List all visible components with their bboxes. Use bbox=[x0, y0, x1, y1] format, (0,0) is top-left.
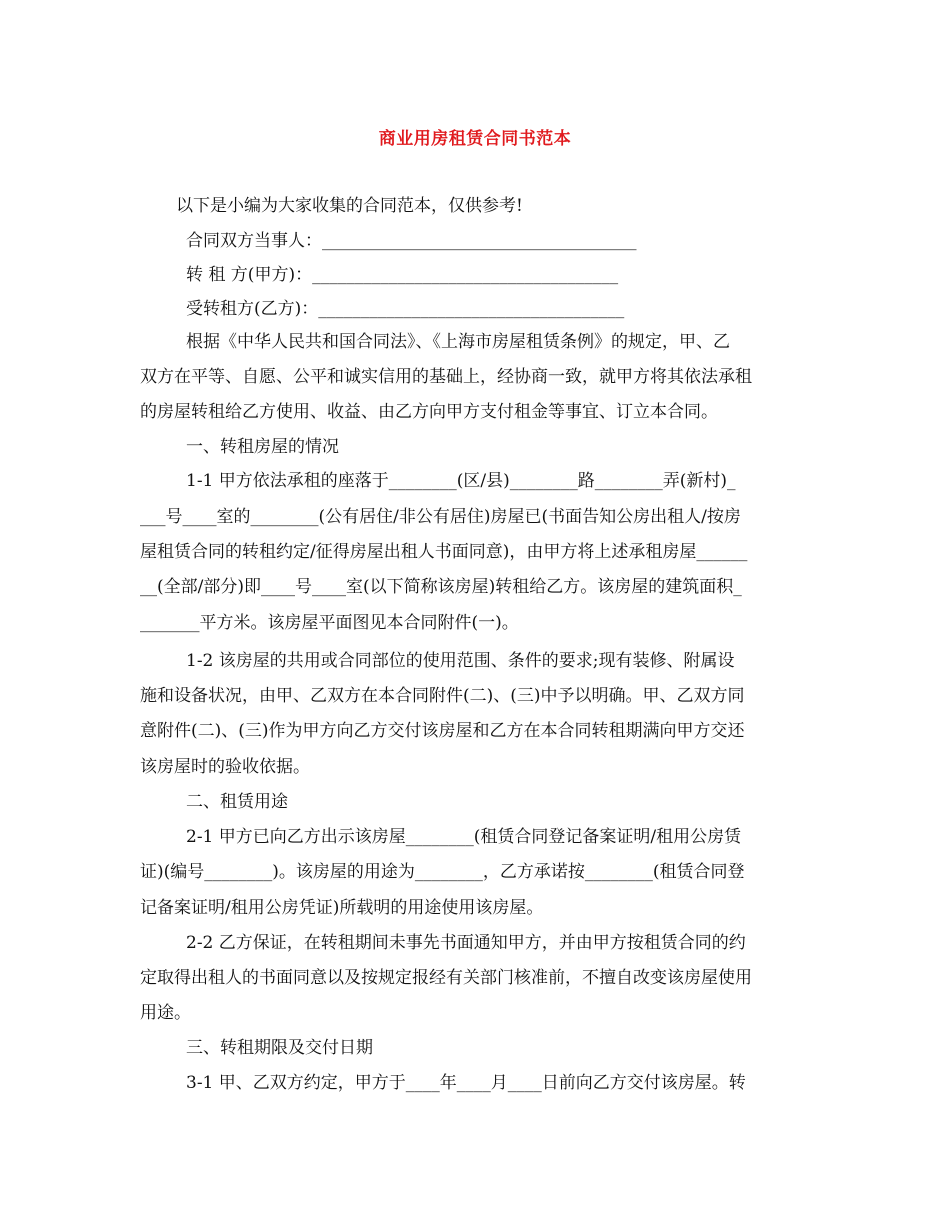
clause-line: 定取得出租人的书面同意以及按规定报经有关部门核准前，不擅自改变该房屋使用 bbox=[140, 968, 752, 988]
parties-line: 合同双方当事人：_____________________________________ bbox=[186, 231, 637, 251]
clause-line: 3-1 甲、乙双方约定，甲方于____年____月____日前向乙方交付该房屋。转 bbox=[186, 1073, 746, 1093]
intro-line: 以下是小编为大家收集的合同范本，仅供参考! bbox=[176, 196, 523, 216]
party-a-line: 转 租 方(甲方)：____________________________________ bbox=[186, 265, 619, 285]
clause-line: 1-2 该房屋的共用或合同部位的使用范围、条件的要求;现有装修、附属设 bbox=[186, 651, 735, 671]
clause-line: 2-2 乙方保证，在转租期间未事先书面通知甲方，并由甲方按租赁合同的约 bbox=[186, 933, 746, 953]
clause-line: 记备案证明/租用公房凭证)所载明的用途使用该房屋。 bbox=[140, 898, 544, 918]
clause-line: ___号____室的________(公有居住/非公有居住)房屋已(书面告知公房出租人/按房 bbox=[140, 507, 741, 527]
paragraph-line: 根据《中华人民共和国合同法》、《上海市房屋租赁条例》的规定，甲、乙 bbox=[186, 332, 730, 352]
document-title: 商业用房租赁合同书范本 bbox=[378, 129, 572, 149]
clause-line: 施和设备状况，由甲、乙双方在本合同附件(二)、(三)中予以明确。甲、乙双方同 bbox=[140, 686, 745, 706]
section-heading: 二、租赁用途 bbox=[186, 792, 288, 812]
party-b-line: 受转租方(乙方)：____________________________________ bbox=[186, 299, 625, 319]
clause-line: 证)(编号________)。该房屋的用途为________，乙方承诺按________(租赁合同登 bbox=[140, 862, 745, 882]
clause-line: 1-1 甲方依法承租的座落于________(区/县)________路________弄(新村)_ bbox=[186, 471, 736, 491]
section-heading: 三、转租期限及交付日期 bbox=[186, 1038, 373, 1058]
clause-line: __(全部/部分)即____号____室(以下简称该房屋)转租给乙方。该房屋的建筑面积_ bbox=[140, 577, 742, 597]
clause-line: 屋租赁合同的转租约定/征得房屋出租人书面同意)，由甲方将上述承租房屋______ bbox=[140, 542, 748, 562]
clause-line: 意附件(二)、(三)作为甲方向乙方交付该房屋和乙方在本合同转租期满向甲方交还 bbox=[140, 721, 745, 741]
paragraph-line: 的房屋转租给乙方使用、收益、由乙方向甲方支付租金等事宜、订立本合同。 bbox=[140, 402, 718, 422]
paragraph-line: 双方在平等、自愿、公平和诚实信用的基础上，经协商一致，就甲方将其依法承租 bbox=[140, 367, 752, 387]
clause-line: 用途。 bbox=[140, 1003, 191, 1023]
section-heading: 一、转租房屋的情况 bbox=[186, 437, 339, 457]
clause-line: 2-1 甲方已向乙方出示该房屋________(租赁合同登记备案证明/租用公房赁 bbox=[186, 827, 742, 847]
clause-line: 该房屋时的验收依据。 bbox=[140, 757, 310, 777]
clause-line: _______平方米。该房屋平面图见本合同附件(一)。 bbox=[140, 613, 519, 633]
